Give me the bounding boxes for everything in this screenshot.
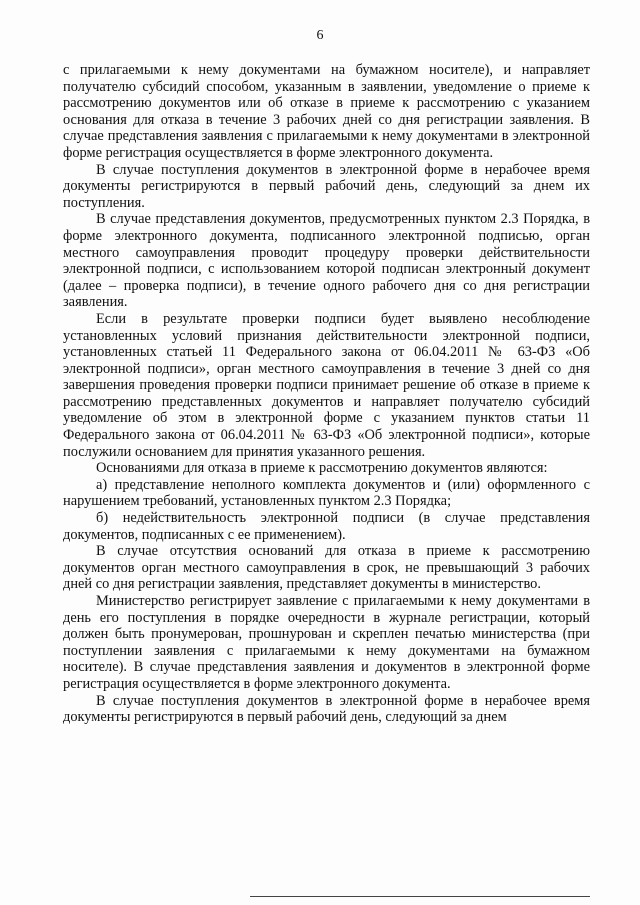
list-item: б) недействительность электронной подписи (в случае представления документов, подписанных с ее применением). xyxy=(63,510,590,543)
bottom-rule xyxy=(250,896,590,897)
list-item: а) представление неполного комплекта документов и (или) оформленного с нарушением требований, установленных пунктом 2.3 Порядка; xyxy=(63,476,590,510)
paragraph: В случае отсутствия оснований для отказа в приеме к рассмотрению документов орган местного самоуправления в срок, не превышающий 3 рабочих дней со дня регистрации заявления, представляет документы в министерство. xyxy=(63,543,590,593)
paragraph: Министерство регистрирует заявление с прилагаемыми к нему документами в день его поступления в порядке очередности в журнале регистрации, который должен быть пронумерован, прошнурован и скреплен печатью министерства (при поступлении заявления с прилагаемыми к нему документами на бумажном носителе). В случае представления заявления и документов в электронной форме регистрация осуществляется в форме электронного документа. xyxy=(63,593,590,692)
document-body xyxy=(63,62,590,726)
page-number: 6 xyxy=(316,28,324,43)
paragraph: В случае поступления документов в электронной форме в нерабочее время документы регистрируются в первый рабочий день, следующий за днем их поступления. xyxy=(63,161,590,211)
paragraph: Основаниями для отказа в приеме к рассмотрению документов являются: xyxy=(96,460,548,477)
paragraph: Если в результате проверки подписи будет выявлено несоблюдение установленных условий признания действительности электронной подписи, установленных статьей 11 Федерального закона от 06.04.2011 № 63-ФЗ «Об электронной подписи», орган местного самоуправления в течение 3 дней со дня завершения проведения проверки подписи принимает решение об отказе в приеме к рассмотрению представленных документов и направляет получателю субсидий уведомление об этом в электронной форме с указанием пунктов статьи 11 Федерального закона от 06.04.2011 № 63-ФЗ «Об электронной подписи», которые послужили основанием для принятия указанного решения. xyxy=(63,310,590,460)
paragraph-continuation: с прилагаемыми к нему документами на бумажном носителе), и направляет получателю субсидий способом, указанным в заявлении, уведомление о приеме к рассмотрению документов или об отказе в приеме к рассмотрению с указанием основания для отказа в течение 3 рабочих дней со дня регистрации заявления. В случае представления заявления с прилагаемыми к нему документами в электронной форме регистрация осуществляется в форме электронного документа. xyxy=(63,62,590,161)
paragraph: В случае представления документов, предусмотренных пунктом 2.3 Порядка, в форме электронного документа, подписанного электронной подписью, орган местного самоуправления проводит процедуру проверки действительности электронной подписи, с использованием которой подписан электронный документ (далее – проверка подписи), в течение одного рабочего дня со дня регистрации заявления. xyxy=(63,211,590,311)
paragraph: В случае поступления документов в электронной форме в нерабочее время документы регистрируются в первый рабочий день, следующий за днем xyxy=(63,692,590,726)
